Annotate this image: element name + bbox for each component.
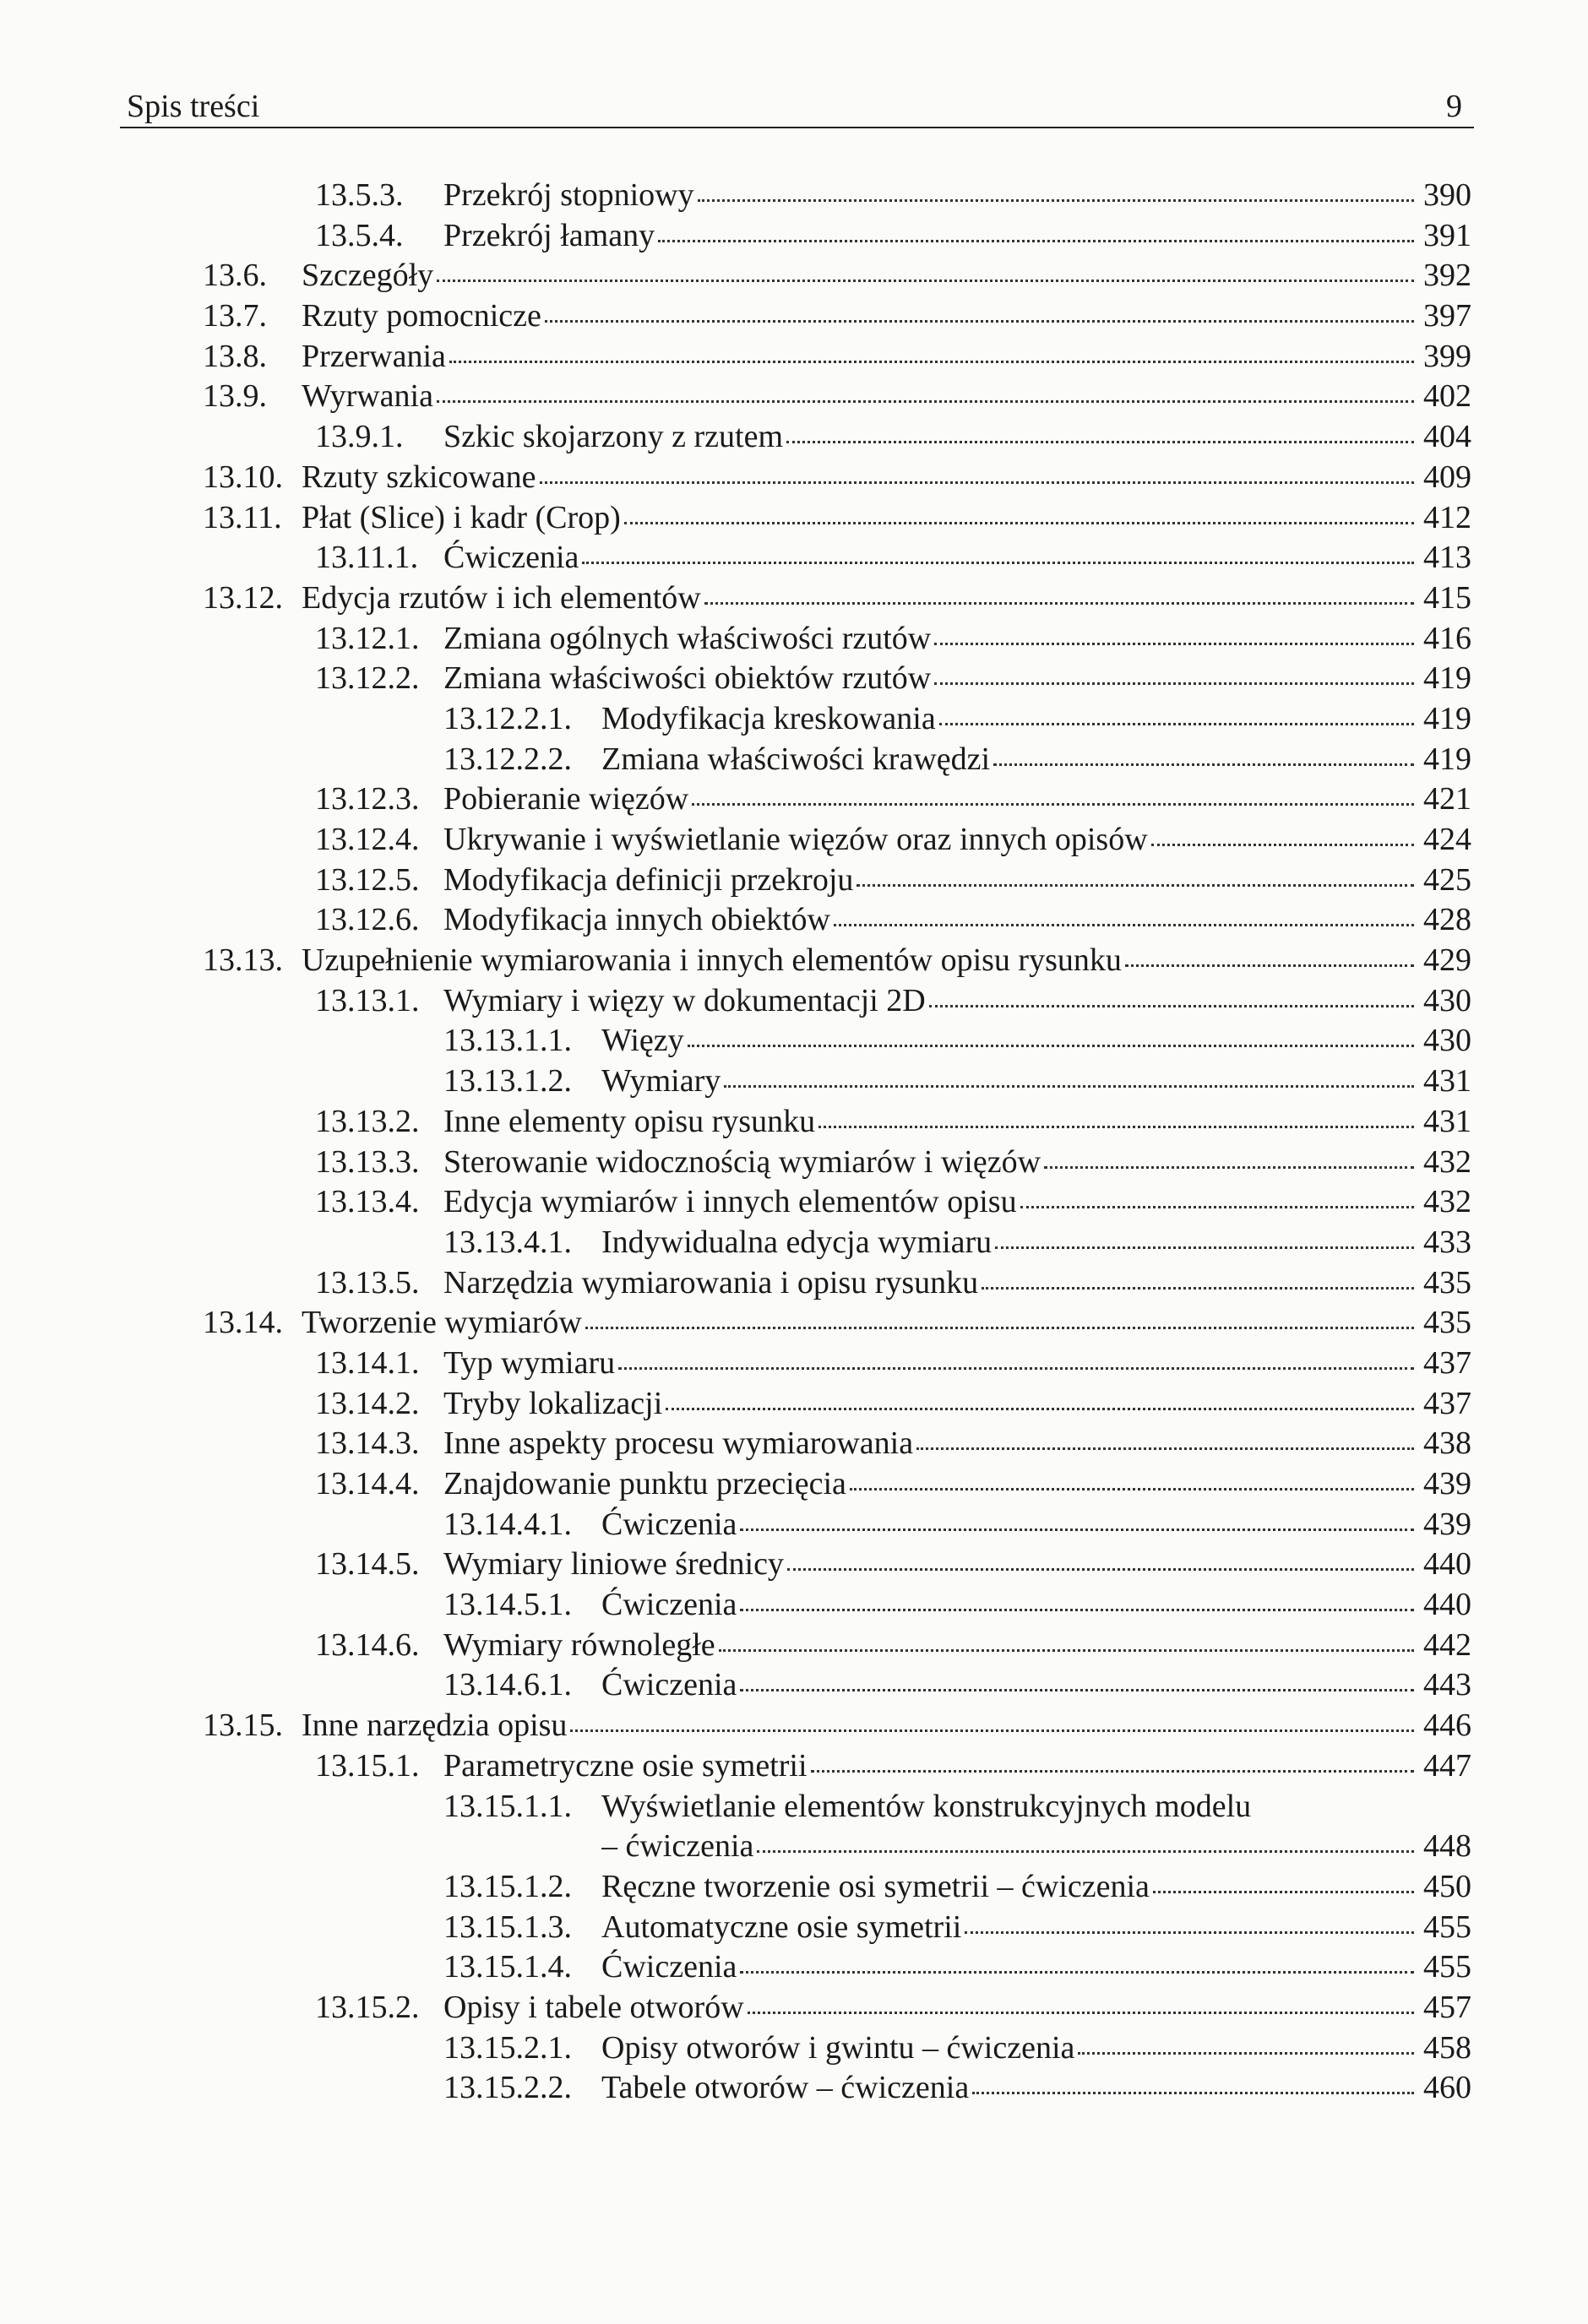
toc-entry-title: Inne aspekty procesu wymiarowania [443, 1425, 914, 1462]
toc-entry-page: 412 [1423, 499, 1471, 535]
dot-leader [993, 760, 1414, 766]
toc-entry-page: 409 [1423, 459, 1471, 495]
toc-entry-number: 13.5.3. [315, 177, 404, 213]
dot-leader [934, 639, 1414, 645]
toc-entry[interactable] [203, 578, 1588, 619]
toc-entry-page: 432 [1423, 1184, 1471, 1220]
dot-leader [929, 1002, 1414, 1007]
toc-entry[interactable] [315, 619, 1588, 660]
toc-entry-number: 13.6. [203, 258, 267, 294]
dot-leader [939, 719, 1414, 725]
toc-entry-page: 455 [1423, 1949, 1471, 1985]
dot-leader [1151, 840, 1414, 846]
dot-leader [570, 1726, 1414, 1732]
toc-entry-page: 430 [1423, 982, 1471, 1018]
toc-entry[interactable] [315, 900, 1588, 941]
dot-leader [995, 1243, 1414, 1249]
toc-entry-title: Pobieranie więzów [443, 781, 689, 817]
toc-entry[interactable] [315, 861, 1588, 901]
toc-entry[interactable] [443, 740, 1588, 780]
toc-entry-title: Opisy i tabele otworów [443, 1989, 744, 2025]
toc-entry-title: Przerwania [302, 338, 446, 374]
toc-entry[interactable] [203, 296, 1588, 337]
toc-entry-title: Rzuty szkicowane [302, 459, 536, 495]
toc-entry-number: 13.12.2. [315, 660, 420, 697]
dot-leader [857, 881, 1414, 887]
toc-entry[interactable] [315, 659, 1588, 699]
toc-entry-page: 433 [1423, 1224, 1471, 1260]
dot-leader [688, 1041, 1414, 1047]
toc-entry-page: 428 [1423, 902, 1471, 938]
toc-entry-number: 13.13.1.1. [443, 1023, 572, 1059]
toc-entry-title: Parametryczne osie symetrii [443, 1747, 808, 1784]
toc-entry[interactable] [203, 256, 1588, 296]
toc-entry-number: 13.14.3. [315, 1425, 420, 1462]
toc-entry-title: Przekrój łamany [443, 217, 655, 253]
toc-entry-title: Modyfikacja kreskowania [601, 700, 936, 736]
dot-leader [666, 1404, 1414, 1410]
toc-entry-page: 424 [1423, 822, 1471, 857]
dot-leader [582, 558, 1414, 564]
toc-entry[interactable] [443, 1585, 1588, 1626]
toc-entry-number: 13.9.1. [315, 419, 404, 455]
dot-leader [1078, 2049, 1414, 2055]
toc-entry[interactable] [315, 1102, 1588, 1143]
toc-entry[interactable] [315, 1988, 1588, 2028]
toc-entry-number: 13.9. [203, 378, 267, 415]
toc-entry-title: Ćwiczenia [601, 1587, 737, 1623]
dot-leader [719, 1646, 1414, 1652]
toc-entry-number: 13.7. [203, 298, 267, 334]
toc-entry-number: 13.12.6. [315, 902, 420, 938]
dot-leader [786, 437, 1414, 443]
toc-entry-number: 13.13. [203, 942, 283, 979]
toc-entry-number: 13.15. [203, 1708, 283, 1744]
dot-leader [618, 1364, 1414, 1370]
toc-entry-title: Narzędzia wymiarowania i opisu rysunku [443, 1264, 979, 1300]
toc-entry[interactable] [443, 1867, 1588, 1908]
toc-entry-page: 435 [1423, 1305, 1471, 1341]
toc-entry[interactable] [315, 1143, 1588, 1183]
toc-entry-page: 435 [1423, 1264, 1471, 1300]
dot-leader [748, 2008, 1414, 2014]
toc-entry-number: 13.15.1.1. [443, 1788, 572, 1824]
toc-entry-page: 419 [1423, 660, 1471, 697]
toc-entry-number: 13.14.5. [315, 1546, 420, 1583]
toc-entry-title: Zmiana właściwości obiektów rzutów [443, 660, 932, 697]
toc-entry-title: Ukrywanie i wyświetlanie więzów oraz innych opisów [443, 822, 1148, 857]
toc-entry-title: Tworzenie wymiarów [302, 1305, 582, 1341]
toc-entry-number: 13.14.1. [315, 1344, 420, 1381]
toc-entry-page: 450 [1423, 1868, 1471, 1904]
toc-entry[interactable] [315, 820, 1588, 861]
toc-entry-page: 419 [1423, 700, 1471, 736]
toc-entry[interactable] [315, 216, 1588, 257]
toc-entry[interactable] [315, 981, 1588, 1022]
toc-entry-title: Ćwiczenia [601, 1506, 737, 1542]
toc-entry[interactable] [315, 1424, 1588, 1464]
toc-entry[interactable] [443, 1787, 1588, 1827]
toc-entry-title: Edycja wymiarów i innych elementów opisu [443, 1184, 1017, 1220]
toc-entry[interactable] [315, 1626, 1588, 1666]
toc-entry[interactable] [443, 699, 1588, 740]
dot-leader [585, 1323, 1414, 1329]
dot-leader [704, 599, 1414, 605]
toc-entry-title: Wymiary [601, 1063, 721, 1100]
toc-entry-number: 13.14.2. [315, 1385, 420, 1421]
toc-entry-title: Szkic skojarzony z rzutem [443, 419, 784, 455]
toc-entry[interactable] [443, 2028, 1588, 2069]
toc-entry-title: Ćwiczenia [443, 540, 579, 576]
toc-entry-page: 460 [1423, 2070, 1471, 2106]
toc-entry-page: 440 [1423, 1587, 1471, 1623]
toc-entry-title: Wymiary liniowe średnicy [443, 1546, 784, 1583]
toc-entry[interactable] [315, 538, 1588, 578]
dot-leader [965, 1928, 1414, 1934]
toc-entry-title: Inne narzędzia opisu [302, 1708, 568, 1744]
toc-entry-number: 13.14.5.1. [443, 1587, 572, 1623]
toc-entry-number: 13.11.1. [315, 540, 419, 576]
toc-entry-title: Edycja rzutów i ich elementów [302, 579, 701, 616]
toc-entry-page: 415 [1423, 579, 1471, 616]
toc-entry-title: Wymiary i więzy w dokumentacji 2D [443, 982, 926, 1018]
toc-entry[interactable] [315, 1263, 1588, 1304]
toc-entry-number: 13.12.2.1. [443, 700, 572, 736]
toc-entry-page: 432 [1423, 1143, 1471, 1180]
toc-entry-title: Więzy [601, 1023, 684, 1059]
table-of-contents [0, 176, 1588, 2109]
toc-entry-title: Zmiana właściwości krawędzi [601, 741, 991, 777]
toc-entry-page: 413 [1423, 540, 1471, 576]
dot-leader [982, 1284, 1414, 1290]
toc-entry-page: 402 [1423, 378, 1471, 415]
toc-entry-number: 13.8. [203, 338, 267, 374]
toc-entry-number: 13.14.4. [315, 1466, 420, 1501]
toc-entry-page: 442 [1423, 1626, 1471, 1663]
toc-entry-number: 13.13.1. [315, 982, 420, 1018]
toc-entry-number: 13.14.4.1. [443, 1506, 572, 1542]
toc-entry-page: 397 [1423, 298, 1471, 334]
toc-entry-page: 447 [1423, 1747, 1471, 1784]
toc-entry-page: 390 [1423, 177, 1471, 213]
toc-entry-number: 13.12.5. [315, 861, 420, 898]
dot-leader [692, 800, 1414, 806]
dot-leader [972, 2088, 1414, 2094]
page-header [120, 86, 1474, 128]
toc-entry-title: Typ wymiaru [443, 1344, 616, 1381]
toc-entry-title: Przekrój stopniowy [443, 177, 694, 213]
toc-entry[interactable] [315, 779, 1588, 820]
toc-entry[interactable] [315, 1182, 1588, 1223]
toc-entry-number: 13.15.2. [315, 1989, 420, 2025]
dot-leader [740, 1605, 1414, 1611]
toc-entry-title: Opisy otworów i gwintu – ćwiczenia [601, 2029, 1075, 2066]
toc-entry-page: 404 [1423, 419, 1471, 455]
toc-entry-number: 13.15.2.2. [443, 2070, 572, 2106]
toc-entry-page: 437 [1423, 1385, 1471, 1421]
toc-entry-page: 439 [1423, 1466, 1471, 1501]
toc-entry-number: 13.13.4. [315, 1184, 420, 1220]
toc-entry-number: 13.12.1. [315, 620, 420, 656]
toc-entry-title: Wyświetlanie elementów konstrukcyjnych modelu [601, 1788, 1252, 1824]
dot-leader [934, 679, 1414, 685]
toc-entry-page: 391 [1423, 217, 1471, 253]
toc-entry-title: Płat (Slice) i kadr (Crop) [302, 499, 621, 535]
toc-entry-page: 455 [1423, 1909, 1471, 1945]
toc-entry[interactable] [315, 1746, 1588, 1787]
toc-entry-page: 425 [1423, 861, 1471, 898]
toc-entry-page: 457 [1423, 1989, 1471, 2025]
dot-leader [787, 1565, 1414, 1571]
toc-entry[interactable] [203, 337, 1588, 377]
toc-entry-page: 431 [1423, 1063, 1471, 1100]
toc-entry[interactable] [203, 941, 1588, 981]
dot-leader [624, 519, 1414, 524]
toc-entry[interactable] [443, 1665, 1588, 1706]
toc-entry-number: 13.13.3. [315, 1143, 420, 1180]
toc-entry[interactable] [443, 1908, 1588, 1948]
toc-entry-title-continuation: – ćwiczenia [601, 1828, 754, 1865]
toc-entry[interactable] [443, 1062, 1588, 1102]
dot-leader [818, 1122, 1414, 1128]
toc-entry-page: 419 [1423, 741, 1471, 777]
toc-entry[interactable] [203, 377, 1588, 417]
toc-entry[interactable] [315, 417, 1588, 458]
toc-entry-number: 13.15.1.4. [443, 1949, 572, 1985]
toc-entry-title: Modyfikacja definicji przekroju [443, 861, 854, 898]
toc-entry-page: 439 [1423, 1506, 1471, 1542]
toc-entry-number: 13.11. [203, 499, 282, 535]
toc-entry-title: Automatyczne osie symetrii [601, 1909, 962, 1945]
toc-entry-title: Sterowanie widocznością wymiarów i więzów [443, 1143, 1041, 1180]
toc-entry-number: 13.15.2.1. [443, 2029, 572, 2066]
dot-leader [437, 276, 1414, 282]
toc-entry-number: 13.14. [203, 1305, 283, 1341]
toc-entry-number: 13.12.2.2. [443, 741, 572, 777]
toc-entry-number: 13.5.4. [315, 217, 404, 253]
toc-entry-title: Inne elementy opisu rysunku [443, 1103, 816, 1139]
toc-entry-page: 399 [1423, 338, 1471, 374]
toc-entry-number: 13.12. [203, 579, 283, 616]
toc-entry-number: 13.13.2. [315, 1103, 420, 1139]
toc-entry-number: 13.14.6. [315, 1626, 420, 1663]
toc-entry-title: Uzupełnienie wymiarowania i innych elementów opisu rysunku [302, 942, 1122, 979]
running-title: Spis treści [127, 89, 260, 124]
toc-entry-number: 13.15.1.2. [443, 1868, 572, 1904]
toc-entry-title: Znajdowanie punktu przecięcia [443, 1466, 846, 1501]
toc-entry[interactable] [315, 1344, 1588, 1384]
dot-leader [811, 1767, 1414, 1773]
dot-leader [698, 196, 1414, 202]
toc-entry-number: 13.14.6.1. [443, 1667, 572, 1703]
toc-entry-page: 438 [1423, 1425, 1471, 1462]
dot-leader [757, 1847, 1414, 1853]
toc-entry-page: 440 [1423, 1546, 1471, 1583]
toc-entry[interactable] [315, 1545, 1588, 1585]
dot-leader [724, 1082, 1414, 1088]
toc-entry[interactable] [443, 1223, 1588, 1263]
toc-entry-page: 458 [1423, 2029, 1471, 2066]
dot-leader [540, 478, 1414, 484]
toc-entry-page: 431 [1423, 1103, 1471, 1139]
toc-entry-title: Wymiary równoległe [443, 1626, 715, 1663]
toc-entry-page: 392 [1423, 258, 1471, 294]
toc-entry-title: Ręczne tworzenie osi symetrii – ćwiczenia [601, 1868, 1150, 1904]
toc-entry-number: 13.13.4.1. [443, 1224, 572, 1260]
toc-entry[interactable] [203, 458, 1588, 498]
toc-entry-title: Tabele otworów – ćwiczenia [601, 2070, 970, 2106]
toc-entry[interactable] [443, 1505, 1588, 1545]
toc-entry[interactable] [203, 1706, 1588, 1746]
toc-entry-page: 416 [1423, 620, 1471, 656]
toc-entry-number: 13.15.1. [315, 1747, 420, 1784]
toc-entry[interactable] [315, 1384, 1588, 1425]
dot-leader [545, 317, 1414, 323]
dot-leader [740, 1525, 1414, 1531]
toc-entry[interactable] [203, 1303, 1588, 1344]
dot-leader [437, 397, 1414, 403]
toc-entry-page: 446 [1423, 1708, 1471, 1744]
toc-entry[interactable] [443, 2068, 1588, 2109]
toc-entry-title: Tryby lokalizacji [443, 1385, 663, 1421]
toc-entry-page: 443 [1423, 1667, 1471, 1703]
toc-entry-continuation[interactable] [601, 1827, 1588, 1867]
toc-entry-title: Ćwiczenia [601, 1667, 737, 1703]
toc-entry-page: 448 [1423, 1828, 1471, 1865]
toc-entry-page: 421 [1423, 781, 1471, 817]
toc-entry-title: Szczegóły [302, 258, 434, 294]
toc-entry-number: 13.12.4. [315, 822, 420, 857]
toc-entry-number: 13.15.1.3. [443, 1909, 572, 1945]
toc-entry-number: 13.12.3. [315, 781, 420, 817]
dot-leader [1153, 1887, 1414, 1893]
toc-entry-title: Rzuty pomocnicze [302, 298, 541, 334]
dot-leader [1020, 1203, 1414, 1208]
toc-entry-title: Wyrwania [302, 378, 433, 415]
toc-entry[interactable] [315, 1464, 1588, 1505]
toc-entry[interactable] [203, 498, 1588, 539]
toc-entry[interactable] [315, 176, 1588, 216]
toc-entry[interactable] [443, 1021, 1588, 1062]
toc-entry-page: 430 [1423, 1023, 1471, 1059]
dot-leader [449, 357, 1414, 363]
toc-entry-number: 13.10. [203, 459, 283, 495]
toc-entry-number: 13.13.5. [315, 1264, 420, 1300]
dot-leader [740, 1686, 1414, 1691]
toc-entry-title: Modyfikacja innych obiektów [443, 902, 831, 938]
dot-leader [850, 1485, 1414, 1491]
toc-entry-title: Ćwiczenia [601, 1949, 737, 1985]
dot-leader [740, 1968, 1414, 1974]
page-number: 9 [1446, 89, 1462, 124]
dot-leader [1125, 961, 1414, 967]
toc-entry-page: 437 [1423, 1344, 1471, 1381]
toc-entry-page: 429 [1423, 942, 1471, 979]
dot-leader [1044, 1163, 1414, 1169]
toc-entry-title: Zmiana ogólnych właściwości rzutów [443, 620, 932, 656]
toc-entry-number: 13.13.1.2. [443, 1063, 572, 1100]
dot-leader [834, 920, 1414, 926]
dot-leader [658, 236, 1414, 242]
toc-entry-title: Indywidualna edycja wymiaru [601, 1224, 993, 1260]
toc-entry[interactable] [443, 1947, 1588, 1988]
dot-leader [916, 1444, 1414, 1450]
